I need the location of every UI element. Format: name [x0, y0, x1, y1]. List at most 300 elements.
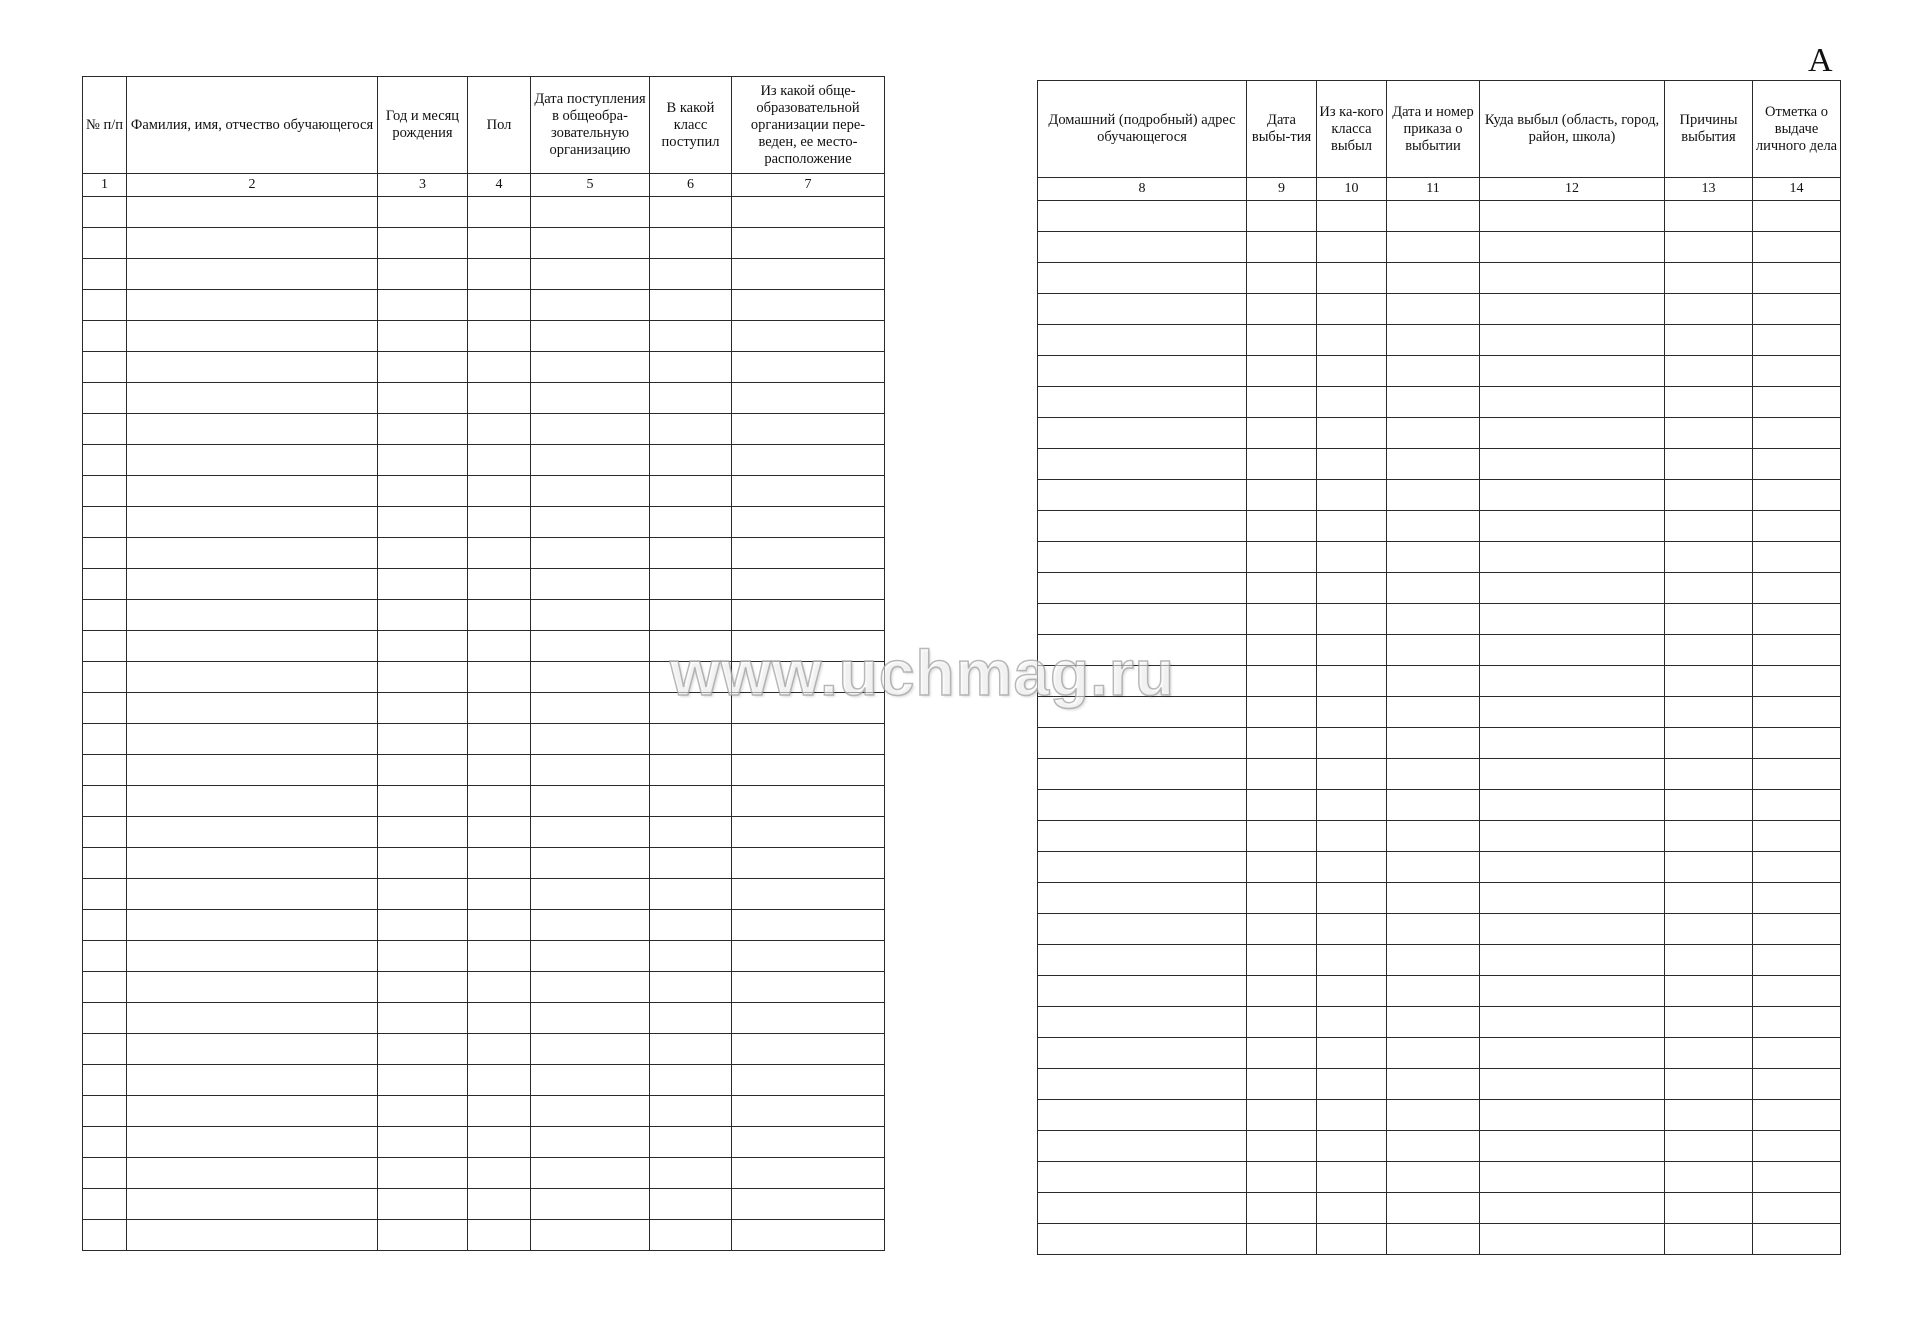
table-cell — [1753, 604, 1841, 635]
table-cell — [1753, 883, 1841, 914]
table-cell — [1317, 666, 1387, 697]
table-cell — [127, 445, 378, 476]
table-row — [83, 755, 885, 786]
table-cell — [531, 662, 650, 693]
table-cell — [378, 755, 468, 786]
table-cell — [83, 538, 127, 569]
table-cell — [378, 600, 468, 631]
table-cell — [378, 445, 468, 476]
table-cell — [127, 600, 378, 631]
table-cell — [1247, 728, 1317, 759]
table-row — [1038, 201, 1841, 232]
table-cell — [1387, 666, 1480, 697]
table-cell — [378, 1220, 468, 1251]
table-cell — [127, 910, 378, 941]
table-cell — [468, 941, 531, 972]
table-row — [1038, 1069, 1841, 1100]
table-cell — [468, 414, 531, 445]
table-cell — [1247, 387, 1317, 418]
table-row — [83, 383, 885, 414]
table-cell — [650, 569, 732, 600]
table-cell — [378, 972, 468, 1003]
table-cell — [732, 1034, 885, 1065]
table-cell — [1317, 263, 1387, 294]
column-number: 2 — [127, 174, 378, 197]
table-row — [83, 1189, 885, 1220]
table-row — [83, 693, 885, 724]
table-cell — [732, 972, 885, 1003]
table-row — [83, 321, 885, 352]
table-cell — [531, 476, 650, 507]
table-cell — [531, 383, 650, 414]
table-row — [83, 1096, 885, 1127]
table-cell — [468, 569, 531, 600]
table-cell — [1753, 418, 1841, 449]
table-cell — [531, 972, 650, 1003]
table-cell — [1665, 945, 1753, 976]
table-row — [83, 1127, 885, 1158]
table-cell — [127, 631, 378, 662]
table-cell — [531, 879, 650, 910]
table-cell — [531, 631, 650, 662]
table-cell — [1317, 1224, 1387, 1255]
table-cell — [1247, 1069, 1317, 1100]
table-cell — [1038, 852, 1247, 883]
header-cell-departure-reasons: Причины выбытия — [1665, 81, 1753, 178]
table-cell — [1247, 635, 1317, 666]
table-cell — [1480, 263, 1665, 294]
table-row — [1038, 728, 1841, 759]
table-cell — [1038, 1131, 1247, 1162]
table-row — [83, 1158, 885, 1189]
table-cell — [1317, 914, 1387, 945]
column-number: 14 — [1753, 178, 1841, 201]
table-cell — [1038, 1100, 1247, 1131]
table-cell — [83, 1003, 127, 1034]
table-cell — [650, 1189, 732, 1220]
table-cell — [1387, 1007, 1480, 1038]
table-cell — [1665, 821, 1753, 852]
table-cell — [1387, 759, 1480, 790]
table-cell — [531, 445, 650, 476]
table-cell — [127, 662, 378, 693]
table-cell — [1480, 201, 1665, 232]
table-cell — [1038, 542, 1247, 573]
table-cell — [468, 755, 531, 786]
table-cell — [1480, 790, 1665, 821]
table-cell — [1038, 666, 1247, 697]
table-cell — [468, 848, 531, 879]
table-cell — [1753, 387, 1841, 418]
table-row — [1038, 325, 1841, 356]
table-cell — [1665, 1131, 1753, 1162]
table-cell — [378, 259, 468, 290]
table-cell — [1665, 542, 1753, 573]
table-cell — [1665, 852, 1753, 883]
table-cell — [732, 1127, 885, 1158]
table-row — [1038, 232, 1841, 263]
table-cell — [127, 879, 378, 910]
table-row — [83, 445, 885, 476]
table-cell — [1317, 294, 1387, 325]
table-cell — [1665, 666, 1753, 697]
table-cell — [83, 972, 127, 1003]
table-cell — [127, 569, 378, 600]
table-cell — [1753, 1069, 1841, 1100]
table-cell — [650, 507, 732, 538]
table-row — [83, 786, 885, 817]
table-cell — [650, 197, 732, 228]
table-row — [1038, 263, 1841, 294]
table-cell — [1753, 356, 1841, 387]
table-cell — [531, 1220, 650, 1251]
table-cell — [531, 693, 650, 724]
table-cell — [650, 1003, 732, 1034]
table-row — [1038, 573, 1841, 604]
table-cell — [468, 724, 531, 755]
table-row — [83, 600, 885, 631]
column-number: 4 — [468, 174, 531, 197]
table-cell — [531, 1003, 650, 1034]
table-cell — [1665, 325, 1753, 356]
table-cell — [83, 1065, 127, 1096]
table-cell — [83, 1158, 127, 1189]
table-cell — [1480, 1131, 1665, 1162]
table-row — [1038, 294, 1841, 325]
table-cell — [1480, 511, 1665, 542]
table-cell — [83, 259, 127, 290]
table-cell — [1387, 790, 1480, 821]
table-cell — [468, 910, 531, 941]
table-row — [83, 972, 885, 1003]
table-cell — [1753, 759, 1841, 790]
table-cell — [468, 383, 531, 414]
header-cell-departure-grade: Из ка-кого класса выбыл — [1317, 81, 1387, 178]
table-cell — [378, 1003, 468, 1034]
table-cell — [650, 631, 732, 662]
table-cell — [732, 631, 885, 662]
table-cell — [1317, 697, 1387, 728]
table-cell — [83, 1189, 127, 1220]
table-cell — [1317, 356, 1387, 387]
table-cell — [1480, 759, 1665, 790]
table-cell — [127, 1003, 378, 1034]
table-cell — [1480, 821, 1665, 852]
table-cell — [1387, 852, 1480, 883]
table-cell — [1247, 852, 1317, 883]
table-cell — [468, 1158, 531, 1189]
table-cell — [1665, 604, 1753, 635]
table-cell — [83, 228, 127, 259]
table-cell — [1247, 914, 1317, 945]
table-cell — [1753, 666, 1841, 697]
table-cell — [1480, 1162, 1665, 1193]
table-cell — [378, 290, 468, 321]
table-row — [1038, 356, 1841, 387]
table-cell — [378, 383, 468, 414]
header-cell-previous-school: Из какой обще-образовательной организации пере-веден, ее место-расположение — [732, 77, 885, 174]
table-cell — [650, 1096, 732, 1127]
table-cell — [1247, 1162, 1317, 1193]
table-cell — [1665, 790, 1753, 821]
table-cell — [1387, 1224, 1480, 1255]
table-cell — [1387, 232, 1480, 263]
table-cell — [1753, 263, 1841, 294]
table-cell — [650, 321, 732, 352]
table-cell — [1247, 201, 1317, 232]
table-cell — [1247, 666, 1317, 697]
table-cell — [1387, 1100, 1480, 1131]
table-row — [1038, 1162, 1841, 1193]
table-row — [1038, 418, 1841, 449]
table-cell — [127, 507, 378, 538]
table-cell — [1665, 1224, 1753, 1255]
table-cell — [127, 259, 378, 290]
table-cell — [83, 910, 127, 941]
table-row — [1038, 387, 1841, 418]
table-cell — [83, 693, 127, 724]
table-row — [1038, 759, 1841, 790]
header-cell-file-issued-mark: Отметка о выдаче личного дела — [1753, 81, 1841, 178]
table-cell — [1247, 449, 1317, 480]
table-cell — [1247, 1100, 1317, 1131]
table-cell — [1038, 976, 1247, 1007]
header-row — [1038, 81, 1841, 178]
table-cell — [1665, 294, 1753, 325]
table-cell — [650, 538, 732, 569]
table-cell — [732, 693, 885, 724]
table-row — [1038, 480, 1841, 511]
table-cell — [650, 662, 732, 693]
header-cell-admitted-grade: В какой класс поступил — [650, 77, 732, 174]
table-cell — [1753, 945, 1841, 976]
table-cell — [468, 507, 531, 538]
table-cell — [1038, 356, 1247, 387]
table-row — [83, 1220, 885, 1251]
table-cell — [468, 352, 531, 383]
table-cell — [1480, 1193, 1665, 1224]
column-number: 1 — [83, 174, 127, 197]
table-cell — [650, 910, 732, 941]
table-cell — [650, 693, 732, 724]
table-cell — [1317, 1193, 1387, 1224]
table-cell — [1665, 1038, 1753, 1069]
table-cell — [468, 817, 531, 848]
table-cell — [1038, 1162, 1247, 1193]
table-cell — [1317, 1100, 1387, 1131]
table-cell — [1387, 387, 1480, 418]
table-cell — [1038, 201, 1247, 232]
table-cell — [468, 228, 531, 259]
table-cell — [468, 1127, 531, 1158]
table-row — [1038, 666, 1841, 697]
table-cell — [1753, 697, 1841, 728]
table-cell — [1665, 976, 1753, 1007]
column-number: 3 — [378, 174, 468, 197]
table-cell — [1247, 418, 1317, 449]
table-cell — [1665, 1100, 1753, 1131]
table-cell — [1038, 480, 1247, 511]
table-cell — [1665, 232, 1753, 263]
table-cell — [650, 290, 732, 321]
table-cell — [1038, 1007, 1247, 1038]
table-cell — [378, 507, 468, 538]
table-cell — [127, 197, 378, 228]
table-cell — [650, 941, 732, 972]
table-cell — [1317, 387, 1387, 418]
table-row — [1038, 1007, 1841, 1038]
table-cell — [127, 414, 378, 445]
table-cell — [1480, 635, 1665, 666]
table-cell — [1480, 604, 1665, 635]
table-cell — [468, 197, 531, 228]
table-cell — [650, 1034, 732, 1065]
table-cell — [468, 786, 531, 817]
table-cell — [1665, 697, 1753, 728]
table-cell — [1387, 263, 1480, 294]
column-number-row — [83, 174, 885, 197]
table-cell — [1480, 356, 1665, 387]
table-cell — [650, 1158, 732, 1189]
table-cell — [1317, 852, 1387, 883]
table-cell — [1665, 1162, 1753, 1193]
table-cell — [732, 197, 885, 228]
table-row — [1038, 635, 1841, 666]
table-cell — [1753, 201, 1841, 232]
table-cell — [1038, 790, 1247, 821]
table-cell — [1387, 821, 1480, 852]
table-cell — [1387, 728, 1480, 759]
table-cell — [1480, 976, 1665, 1007]
table-row — [83, 1003, 885, 1034]
table-cell — [1665, 511, 1753, 542]
table-cell — [531, 197, 650, 228]
table-row — [83, 662, 885, 693]
table-cell — [1317, 1038, 1387, 1069]
table-cell — [1317, 511, 1387, 542]
table-cell — [1480, 1069, 1665, 1100]
table-cell — [83, 1127, 127, 1158]
table-cell — [1317, 449, 1387, 480]
table-cell — [732, 879, 885, 910]
table-row — [83, 724, 885, 755]
table-cell — [531, 507, 650, 538]
table-cell — [732, 662, 885, 693]
table-cell — [468, 1189, 531, 1220]
table-cell — [1038, 1193, 1247, 1224]
table-cell — [1317, 325, 1387, 356]
table-cell — [531, 1158, 650, 1189]
table-cell — [531, 724, 650, 755]
table-cell — [83, 786, 127, 817]
header-cell-destination: Куда выбыл (область, город, район, школа) — [1480, 81, 1665, 178]
table-cell — [1665, 387, 1753, 418]
table-cell — [468, 290, 531, 321]
table-cell — [1317, 418, 1387, 449]
table-row — [1038, 883, 1841, 914]
table-cell — [732, 228, 885, 259]
table-cell — [531, 352, 650, 383]
table-cell — [1038, 1038, 1247, 1069]
table-cell — [468, 445, 531, 476]
table-cell — [83, 879, 127, 910]
table-cell — [1665, 728, 1753, 759]
table-cell — [1247, 976, 1317, 1007]
table-cell — [732, 1158, 885, 1189]
table-cell — [732, 910, 885, 941]
table-cell — [1247, 945, 1317, 976]
table-cell — [127, 1189, 378, 1220]
table-cell — [1387, 1162, 1480, 1193]
table-cell — [1038, 573, 1247, 604]
table-cell — [378, 569, 468, 600]
table-cell — [468, 259, 531, 290]
table-cell — [378, 662, 468, 693]
header-cell-home-address: Домашний (подробный) адрес обучающегося — [1038, 81, 1247, 178]
column-number: 10 — [1317, 178, 1387, 201]
table-cell — [468, 972, 531, 1003]
table-row — [1038, 697, 1841, 728]
table-cell — [732, 352, 885, 383]
table-cell — [732, 1096, 885, 1127]
table-cell — [1317, 1007, 1387, 1038]
table-row — [1038, 1193, 1841, 1224]
table-cell — [1247, 759, 1317, 790]
table-cell — [1247, 1224, 1317, 1255]
table-cell — [1317, 790, 1387, 821]
table-cell — [1387, 294, 1480, 325]
table-row — [1038, 511, 1841, 542]
table-cell — [378, 693, 468, 724]
table-cell — [468, 1003, 531, 1034]
table-cell — [650, 476, 732, 507]
table-row — [83, 941, 885, 972]
table-cell — [1038, 604, 1247, 635]
table-cell — [1387, 1069, 1480, 1100]
table-cell — [732, 1189, 885, 1220]
table-cell — [650, 1220, 732, 1251]
table-cell — [732, 817, 885, 848]
table-cell — [378, 1065, 468, 1096]
table-cell — [1038, 914, 1247, 945]
table-cell — [127, 848, 378, 879]
table-cell — [1247, 511, 1317, 542]
table-cell — [83, 414, 127, 445]
table-cell — [650, 445, 732, 476]
table-cell — [1247, 1131, 1317, 1162]
table-cell — [1665, 914, 1753, 945]
table-cell — [732, 259, 885, 290]
column-number: 13 — [1665, 178, 1753, 201]
table-cell — [732, 445, 885, 476]
table-cell — [1038, 759, 1247, 790]
table-cell — [1387, 945, 1480, 976]
table-cell — [1038, 821, 1247, 852]
table-row — [83, 507, 885, 538]
table-cell — [468, 662, 531, 693]
table-cell — [1753, 1007, 1841, 1038]
table-cell — [1387, 542, 1480, 573]
table-row — [1038, 1131, 1841, 1162]
table-cell — [83, 600, 127, 631]
table-cell — [127, 538, 378, 569]
table-cell — [127, 693, 378, 724]
table-cell — [531, 1065, 650, 1096]
table-row — [83, 879, 885, 910]
table-cell — [1247, 263, 1317, 294]
table-cell — [732, 569, 885, 600]
table-cell — [127, 476, 378, 507]
